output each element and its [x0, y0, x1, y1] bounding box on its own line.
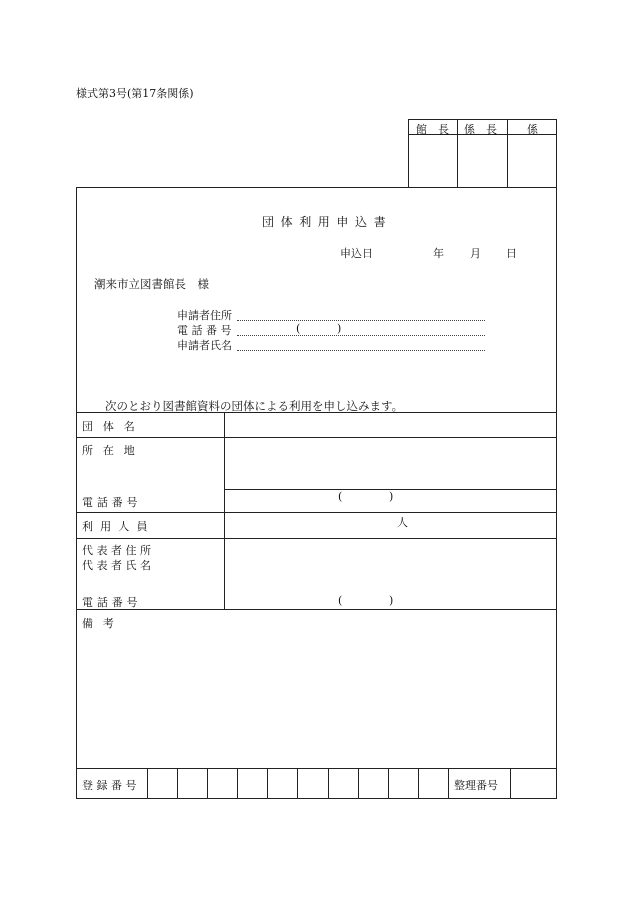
form-number: 様式第3号(第17条関係) [76, 87, 194, 100]
rep-phone-paren-open: ( [338, 594, 343, 607]
applicant-name-label: 申請者氏名 [177, 339, 232, 352]
date-label: 申込日 [340, 247, 373, 260]
applicant-phone-paren-open: ( [296, 322, 301, 335]
management-number-field[interactable] [512, 770, 555, 797]
applicant-phone-field[interactable] [237, 335, 485, 336]
remarks-field[interactable] [78, 630, 555, 766]
users-count-field[interactable] [226, 514, 386, 536]
users-unit: 人 [397, 516, 408, 529]
rep-phone-label: 電話番号 [82, 596, 142, 609]
stamp-header-chief: 係 長 [464, 123, 497, 136]
stamp-header-director: 館 長 [416, 123, 449, 136]
remarks-label: 備考 [82, 617, 124, 630]
applicant-name-field[interactable] [237, 350, 485, 351]
group-name-field[interactable] [226, 414, 555, 436]
phone-paren-open: ( [338, 490, 343, 503]
applicant-phone-paren-close: ) [337, 322, 342, 335]
addressee: 潮来市立図書館長 様 [94, 277, 209, 291]
applicant-phone-label: 電 話 番 号 [177, 324, 232, 337]
management-number-label: 整理番号 [454, 779, 498, 792]
applicant-address-field[interactable] [237, 320, 485, 321]
phone-label: 電話番号 [82, 496, 142, 509]
rep-info-field[interactable] [226, 540, 555, 607]
location-label: 所在地 [82, 444, 145, 457]
rep-name-label: 代 表 者 氏 名 [82, 559, 151, 572]
statement: 次のとおり図書館資料の団体による利用を申し込みます。 [105, 399, 404, 413]
applicant-address-label: 申請者住所 [177, 309, 232, 322]
stamp-header-staff: 係 [527, 123, 538, 136]
form-title: 団体利用申込書 [262, 215, 393, 229]
date-month[interactable]: 月 [470, 247, 481, 260]
rep-phone-paren-close: ) [389, 594, 394, 607]
group-name-label: 団体名 [82, 420, 145, 433]
phone-paren-close: ) [389, 490, 394, 503]
registration-number-label: 登 録 番 号 [82, 779, 137, 792]
location-field[interactable] [226, 439, 555, 487]
date-year[interactable]: 年 [433, 247, 444, 260]
rep-address-label: 代 表 者 住 所 [82, 544, 151, 557]
users-label: 利用人員 [82, 520, 155, 533]
date-day[interactable]: 日 [506, 247, 517, 260]
